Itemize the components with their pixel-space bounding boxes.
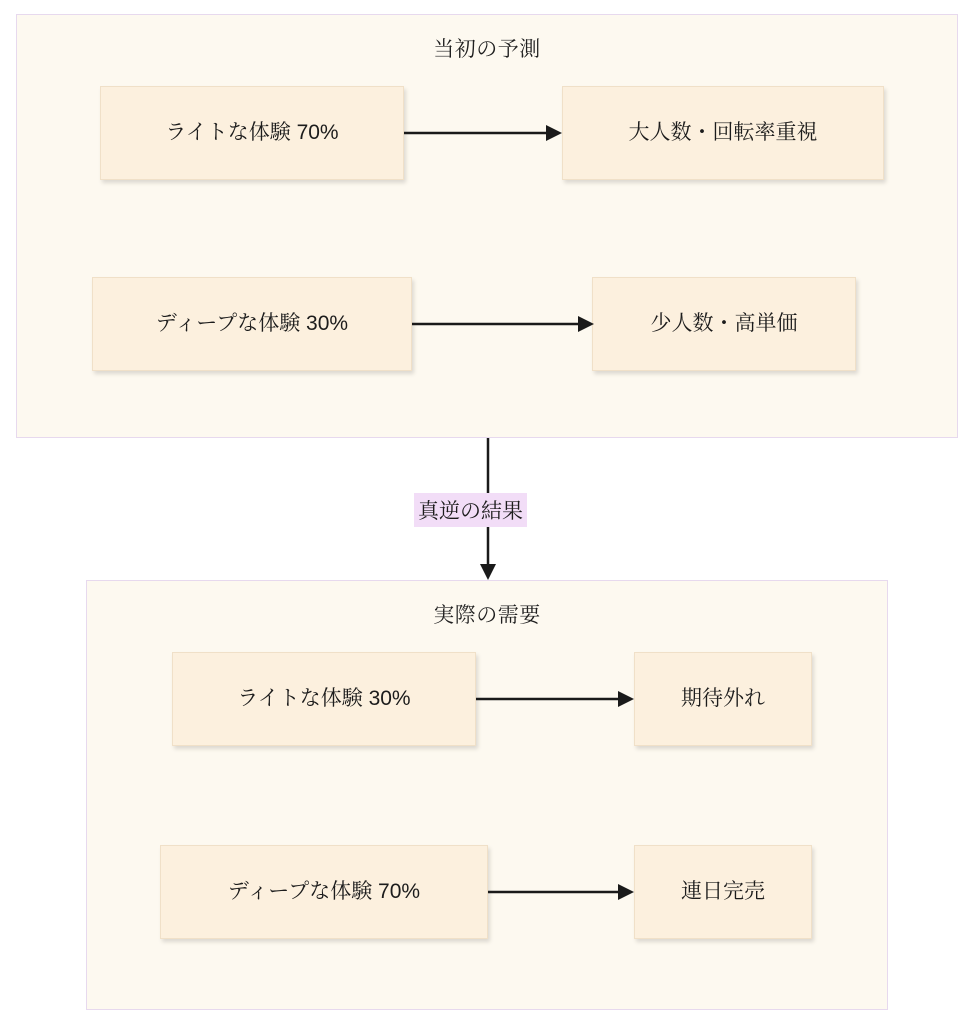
node-label: ライトな体験 30% — [237, 687, 411, 711]
node-light-experience-actual[interactable] — [172, 652, 476, 746]
group-actual — [86, 580, 888, 1010]
node-deep-experience-forecast[interactable] — [92, 277, 412, 371]
node-label: ディープな体験 30% — [155, 312, 349, 336]
node-label: ディープな体験 70% — [227, 880, 421, 904]
group-forecast — [16, 14, 958, 438]
node-label: 大人数・回転率重視 — [628, 121, 818, 145]
node-light-experience-forecast[interactable] — [100, 86, 404, 180]
node-small-group-high-price[interactable] — [592, 277, 856, 371]
transition-label: 真逆の結果 — [414, 493, 527, 527]
node-sold-out-daily[interactable] — [634, 845, 812, 939]
node-label: 連日完売 — [681, 880, 765, 904]
group-forecast-title: 当初の予測 — [433, 38, 541, 61]
node-disappointing[interactable] — [634, 652, 812, 746]
node-deep-experience-actual[interactable] — [160, 845, 488, 939]
node-label: ライトな体験 70% — [165, 121, 339, 145]
node-label: 少人数・高単価 — [650, 312, 798, 336]
node-label: 期待外れ — [681, 687, 765, 711]
node-large-crowd-turnover[interactable] — [562, 86, 884, 180]
group-actual-title: 実際の需要 — [433, 604, 541, 627]
